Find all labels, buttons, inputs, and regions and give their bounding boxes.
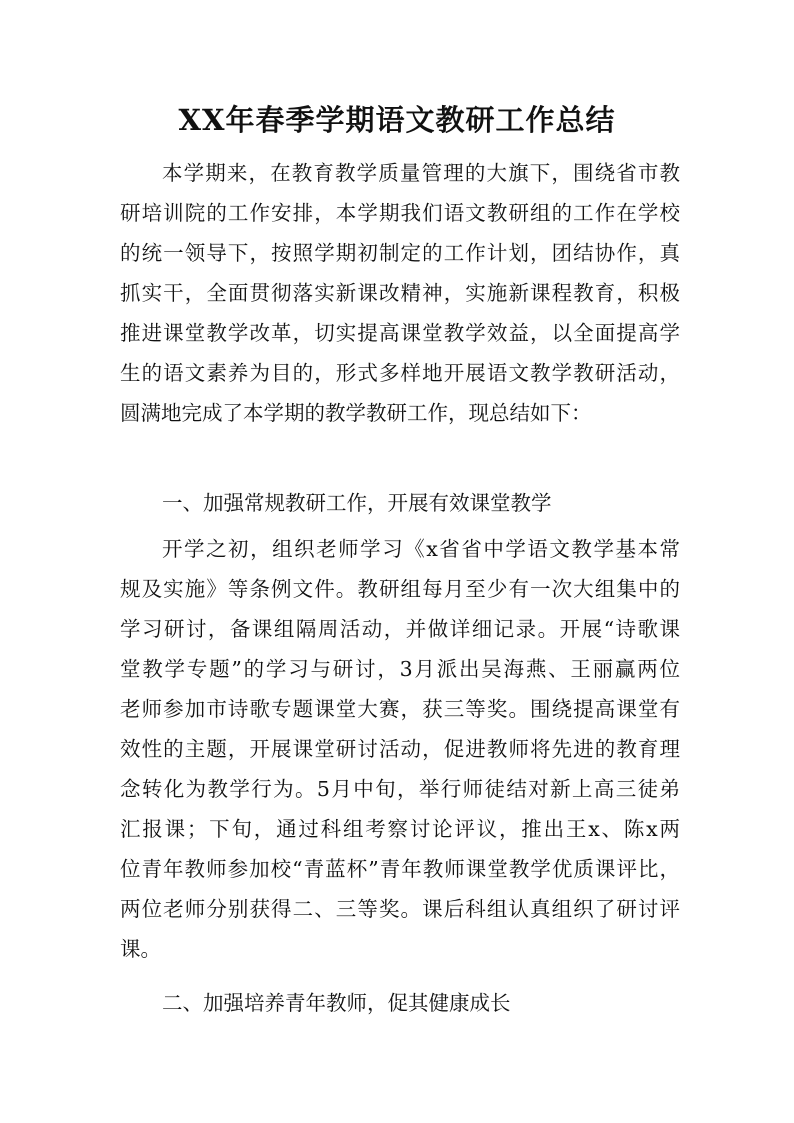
intro-line-7: 圆满地完成了本学期的教学教研工作，现总结如下： [120, 401, 592, 425]
section1-line-2: 规及实施》等条例文件。教研组每月至少有一次大组集中的 [120, 577, 680, 601]
section1-line-7: 念转化为教学行为。5月中旬，举行师徒结对新上高三徒弟 [120, 777, 680, 801]
intro-line-3: 的统一领导下，按照学期初制定的工作计划，团结协作，真 [120, 241, 680, 265]
section1-line-3: 学习研讨，备课组隔周活动，并做详细记录。开展“诗歌课 [120, 617, 680, 641]
section1-line-10: 两位老师分别获得二、三等奖。课后科组认真组织了研讨评 [120, 897, 680, 921]
intro-line-2: 研培训院的工作安排，本学期我们语文教研组的工作在学校 [120, 201, 680, 225]
section2-heading: 二、加强培养青年教师，促其健康成长 [162, 991, 511, 1015]
section1-line-4: 堂教学专题”的学习与研讨，3月派出吴海燕、王丽赢两位 [120, 657, 680, 681]
intro-line-6: 生的语文素养为目的，形式多样地开展语文教学教研活动， [120, 361, 680, 385]
section1-heading: 一、加强常规教研工作，开展有效课堂教学 [162, 491, 552, 515]
intro-line-4: 抓实干，全面贯彻落实新课改精神，实施新课程教育，积极 [120, 281, 680, 305]
section1-line-1: 开学之初，组织老师学习《x省省中学语文教学基本常 [162, 537, 680, 561]
section1-line-9: 位青年教师参加校“青蓝杯”青年教师课堂教学优质课评比， [120, 857, 680, 881]
intro-line-1: 本学期来，在教育教学质量管理的大旗下，围绕省市教 [162, 161, 680, 185]
document-title: XX年春季学期语文教研工作总结 [178, 103, 616, 137]
section1-line-5: 老师参加市诗歌专题课堂大赛，获三等奖。围绕提高课堂有 [120, 697, 680, 721]
section1-line-6: 效性的主题，开展课堂研讨活动，促进教师将先进的教育理 [120, 737, 680, 761]
section1-line-11: 课。 [120, 937, 161, 961]
section1-line-8: 汇报课；下旬，通过科组考察讨论评议，推出王x、陈x两 [120, 817, 680, 841]
intro-line-5: 推进课堂教学改革，切实提高课堂教学效益，以全面提高学 [120, 321, 680, 345]
